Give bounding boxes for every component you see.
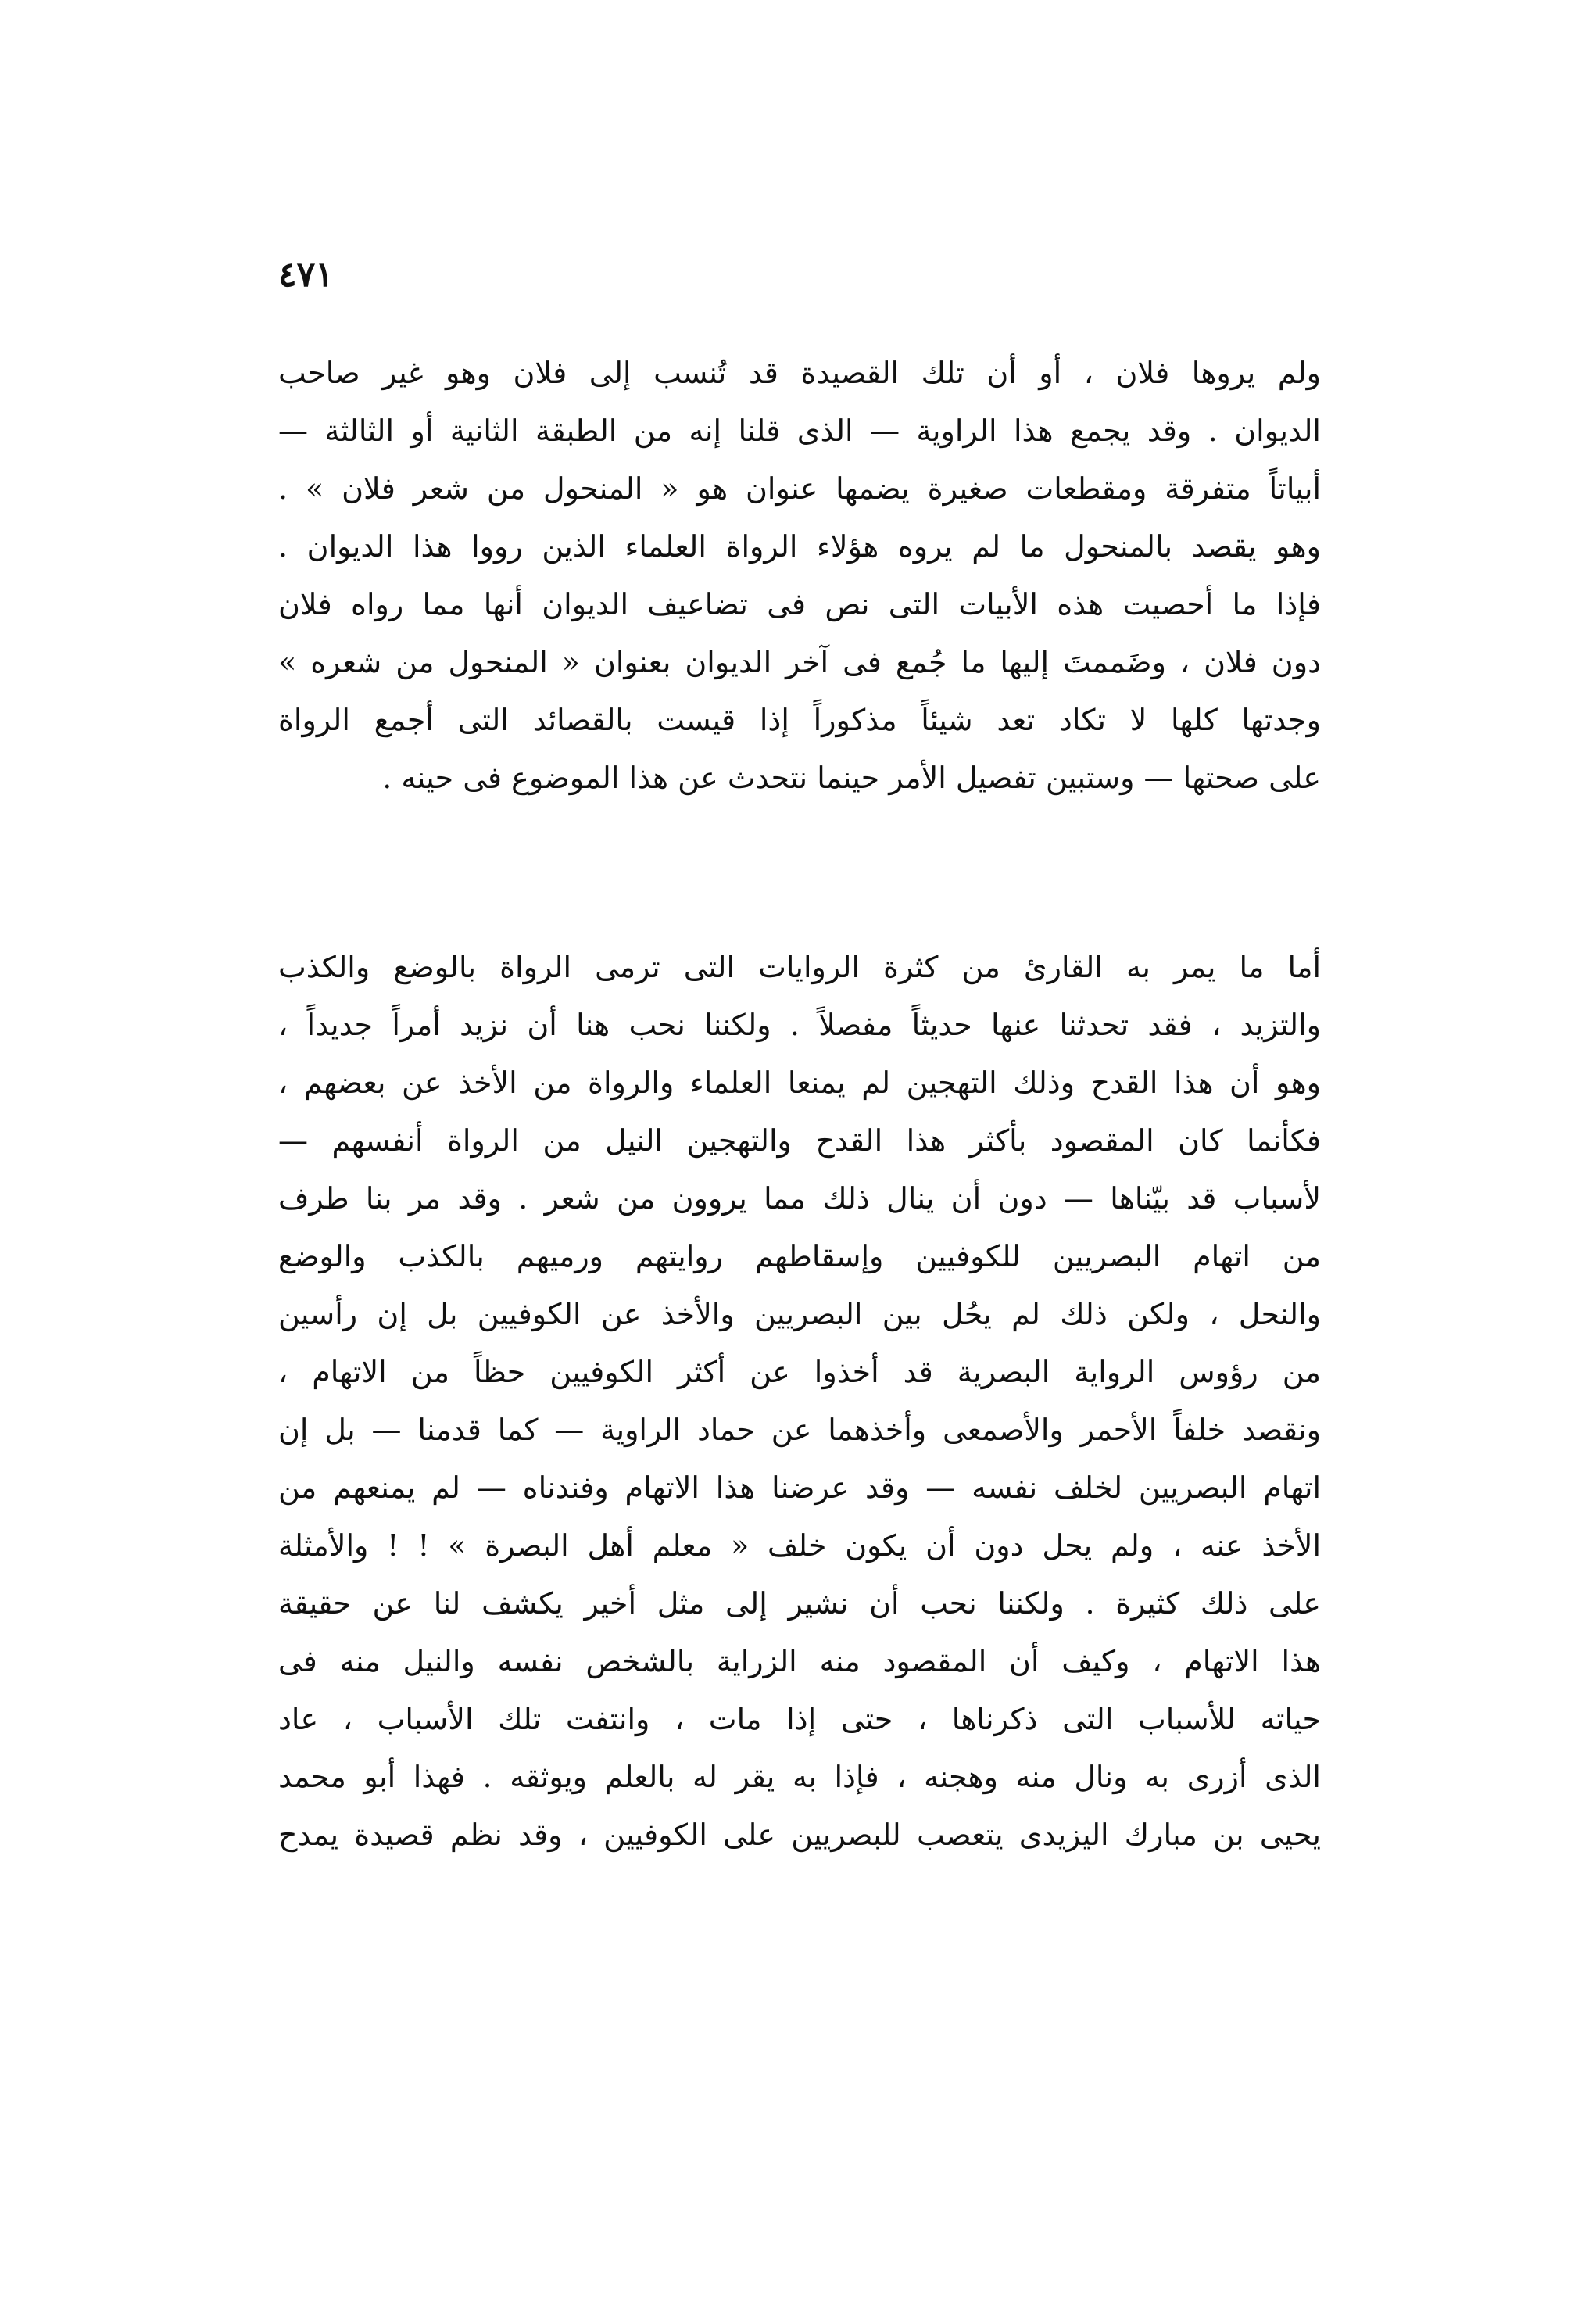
text-line: وهو يقصد بالمنحول ما لم يروه هؤلاء الرواة العلماء الذين رووا هذا الديوان . <box>278 529 1321 564</box>
paragraph-2 <box>278 938 1321 1864</box>
text-line: ونقصد خلفاً الأحمر والأصمعى وأخذهما عن حماد الراوية — كما قدمنا — بل إن <box>278 1413 1321 1447</box>
text-line: فكأنما كان المقصود بأكثر هذا القدح والتهجين النيل من الرواة أنفسهم — <box>278 1123 1321 1158</box>
text-line: لأسباب قد بيّناها — دون أن ينال ذلك مما يروون من شعر . وقد مر بنا طرف <box>278 1181 1321 1216</box>
text-line: أبياتاً متفرقة ومقطعات صغيرة يضمها عنوان هو « المنحول من شعر فلان » . <box>278 471 1321 506</box>
text-line: أما ما يمر به القارئ من كثرة الروايات التى ترمى الرواة بالوضع والكذب <box>278 950 1321 984</box>
text-line: على ذلك كثيرة . ولكننا نحب أن نشير إلى مثل أخير يكشف لنا عن حقيقة <box>278 1586 1321 1621</box>
text-line: اتهام البصريين لخلف نفسه — وقد عرضنا هذا الاتهام وفندناه — لم يمنعهم من <box>278 1470 1321 1505</box>
paragraph-1 <box>278 344 1321 807</box>
text-line: والتزيد ، فقد تحدثنا عنها حديثاً مفصلاً . ولكننا نحب هنا أن نزيد أمراً جديداً ، <box>278 1008 1321 1042</box>
text-line: حياته للأسباب التى ذكرناها ، حتى إذا مات ، وانتفت تلك الأسباب ، عاد <box>278 1702 1321 1736</box>
text-line: وجدتها كلها لا تكاد تعد شيئاً مذكوراً إذا قيست بالقصائد التى أجمع الرواة <box>278 703 1321 737</box>
text-line: الذى أزرى به ونال منه وهجنه ، فإذا به يقر له بالعلم ويوثقه . فهذا أبو محمد <box>278 1760 1321 1794</box>
text-line: من اتهام البصريين للكوفيين وإسقاطهم روايتهم ورميهم بالكذب والوضع <box>278 1239 1321 1273</box>
text-line: على صحتها — وستبين تفصيل الأمر حينما نتحدث عن هذا الموضوع فى حينه . <box>382 761 1321 795</box>
page-number: ٤٧١ <box>278 255 334 295</box>
text-line: من رؤوس الرواية البصرية قد أخذوا عن أكثر الكوفيين حظاً من الاتهام ، <box>278 1355 1321 1389</box>
text-line: هذا الاتهام ، وكيف أن المقصود منه الزراية بالشخص نفسه والنيل منه فى <box>278 1644 1321 1678</box>
text-line: وهو أن هذا القدح وذلك التهجين لم يمنعا العلماء والرواة من الأخذ عن بعضهم ، <box>278 1066 1321 1100</box>
text-line: دون فلان ، وضَممتَ إليها ما جُمع فى آخر الديوان بعنوان « المنحول من شعره » <box>278 645 1321 679</box>
text-line: ولم يروها فلان ، أو أن تلك القصيدة قد تُنسب إلى فلان وهو غير صاحب <box>278 356 1321 390</box>
text-line: الأخذ عنه ، ولم يحل دون أن يكون خلف « معلم أهل البصرة » ! ! والأمثلة <box>278 1528 1321 1563</box>
text-line: والنحل ، ولكن ذلك لم يحُل بين البصريين والأخذ عن الكوفيين بل إن رأسين <box>278 1297 1321 1331</box>
text-line: فإذا ما أحصيت هذه الأبيات التى نص فى تضاعيف الديوان أنها مما رواه فلان <box>278 587 1321 621</box>
text-line: يحيى بن مبارك اليزيدى يتعصب للبصريين على الكوفيين ، وقد نظم قصيدة يمدح <box>278 1818 1321 1852</box>
text-line: الديوان . وقد يجمع هذا الراوية — الذى قلنا إنه من الطبقة الثانية أو الثالثة — <box>278 414 1321 448</box>
